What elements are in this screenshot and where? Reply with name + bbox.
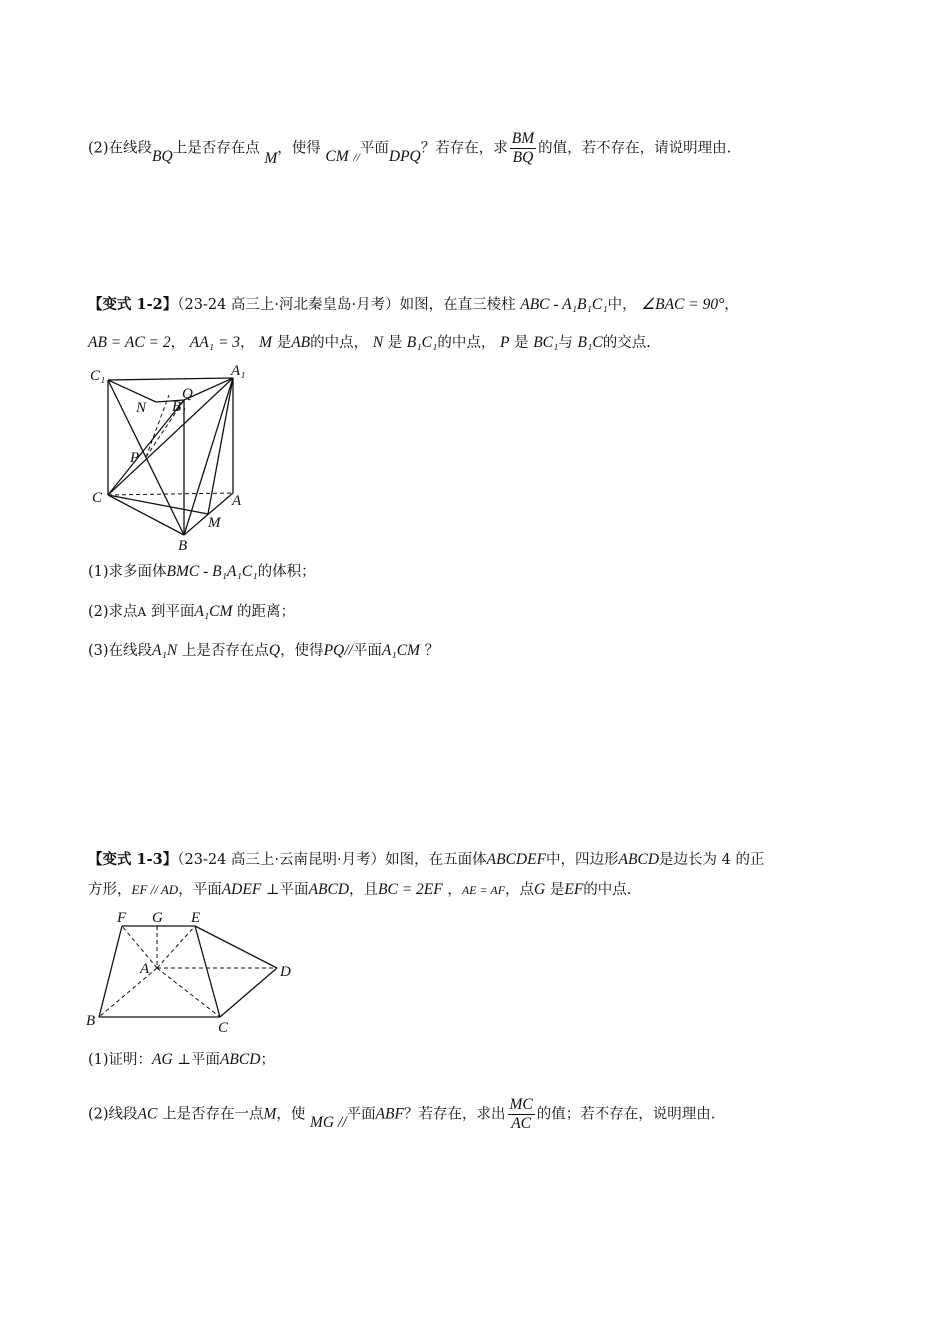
text: (1)求多面体 bbox=[88, 564, 167, 580]
label-p: P bbox=[130, 450, 140, 466]
text: 中， bbox=[607, 297, 637, 313]
text: 到平面 bbox=[150, 604, 195, 620]
text: ？若存在，求 bbox=[420, 140, 508, 157]
math-polyhedron: BMC - B₁A₁C₁ bbox=[166, 563, 258, 580]
text: ， bbox=[724, 297, 739, 313]
label-c: C bbox=[218, 1020, 229, 1035]
text: ，点 bbox=[505, 882, 535, 898]
label-e: E bbox=[191, 910, 201, 926]
math-a: A bbox=[137, 605, 147, 619]
math-prism: ABC - A₁B₁C₁ bbox=[520, 296, 608, 313]
math-abcd: ABCD bbox=[219, 1051, 261, 1068]
text: 的交点. bbox=[602, 335, 651, 351]
label-a: A bbox=[140, 961, 150, 977]
math-cm: CM bbox=[325, 147, 349, 165]
math-ef: EF bbox=[564, 881, 584, 898]
variant-1-3-part-2 bbox=[88, 1096, 715, 1133]
math-m: M bbox=[259, 334, 273, 351]
text: ， bbox=[170, 335, 186, 351]
pentahedron-figure bbox=[84, 905, 299, 1035]
text: ？若存在，求出 bbox=[404, 1106, 506, 1123]
parallel-sign: // bbox=[353, 149, 360, 164]
text: 的体积； bbox=[257, 564, 316, 580]
text: (3)在线段 bbox=[88, 643, 153, 659]
text: (1)证明： bbox=[88, 1052, 153, 1068]
text: 的中点， bbox=[437, 335, 496, 351]
math-aa1: AA₁ = 3 bbox=[189, 334, 241, 351]
text: 上是否存在点 bbox=[181, 643, 269, 659]
label-d: D bbox=[280, 964, 291, 980]
math-bc-2ef: BC = 2EF bbox=[378, 881, 443, 898]
text: ⊥平面 bbox=[265, 882, 309, 898]
text: ，平面 bbox=[178, 882, 222, 898]
math-b1c1: B₁C₁ bbox=[406, 334, 438, 351]
math-ef-ad: EF // AD bbox=[131, 882, 179, 897]
variant-1-2-heading bbox=[88, 295, 739, 315]
text: 平面 bbox=[352, 643, 382, 659]
math-square: ABCD bbox=[618, 851, 660, 868]
text: 的中点. bbox=[583, 882, 632, 898]
math-angle: ∠BAC = 90° bbox=[641, 296, 725, 313]
math-ab-ac: AB = AC = 2 bbox=[88, 334, 171, 351]
text: (2)线段 bbox=[88, 1106, 138, 1123]
text: ； bbox=[260, 1052, 275, 1068]
math-m: M bbox=[264, 149, 278, 167]
text: 的距离； bbox=[237, 604, 296, 620]
text: ，使得 bbox=[277, 140, 321, 157]
label-b1: B₁ bbox=[172, 399, 187, 415]
text: 是边长为 4 的正 bbox=[659, 852, 765, 868]
text: 是 bbox=[276, 335, 292, 351]
math-plane: A₁CM bbox=[381, 642, 420, 659]
variant-1-3-heading bbox=[88, 850, 764, 870]
text: ， bbox=[447, 882, 462, 898]
label-c1: C₁ bbox=[90, 368, 106, 384]
math-m: M bbox=[263, 1105, 277, 1123]
text: （23-24 高三上·河北秦皇岛·月考）如图，在直三棱柱 bbox=[177, 297, 516, 313]
math-ac: AC bbox=[137, 1105, 158, 1123]
variant-tag: 【变式 1-3】 bbox=[88, 851, 178, 868]
math-p: P bbox=[500, 334, 510, 351]
text: 平面 bbox=[346, 1106, 376, 1123]
text: 的值，若不存在，请说明理由. bbox=[538, 140, 732, 157]
variant-1-3-conditions bbox=[88, 880, 631, 900]
math-adef: ADEF bbox=[221, 881, 262, 898]
problem-part-2 bbox=[88, 130, 731, 167]
math-abcd: ABCD bbox=[308, 881, 350, 898]
math-plane: A₁CM bbox=[194, 603, 233, 620]
label-n: N bbox=[136, 400, 147, 416]
text: 的值；若不存在，说明理由. bbox=[536, 1106, 716, 1123]
math-b1c: B₁C bbox=[577, 334, 603, 351]
text: 上是否存在一点 bbox=[161, 1106, 264, 1123]
label-b: B bbox=[86, 1013, 96, 1029]
text: 是 bbox=[549, 882, 565, 898]
variant-tag: 【变式 1-2】 bbox=[88, 296, 178, 313]
math-ab: AB bbox=[291, 334, 311, 351]
variant-1-2-part-3 bbox=[88, 641, 439, 661]
text: 中，四边形 bbox=[546, 852, 619, 868]
text: (2)在线段 bbox=[88, 140, 153, 157]
label-f: F bbox=[117, 910, 127, 926]
math-q: Q bbox=[268, 642, 281, 659]
numerator: BM bbox=[511, 130, 535, 147]
label-a: A bbox=[232, 493, 242, 509]
text: ， bbox=[240, 335, 255, 351]
label-c: C bbox=[92, 490, 103, 506]
math-n: N bbox=[372, 334, 384, 351]
prism-figure bbox=[86, 360, 256, 555]
math-ae-af: AE = AF bbox=[461, 883, 506, 897]
math-mg: MG // bbox=[310, 1113, 347, 1131]
numerator: MC bbox=[509, 1096, 533, 1113]
fraction-mc-ac bbox=[508, 1096, 535, 1133]
math-g: G bbox=[534, 881, 546, 898]
math-bc1: BC₁ bbox=[533, 334, 559, 351]
text: (2)求点 bbox=[88, 604, 138, 620]
text: ，且 bbox=[349, 882, 379, 898]
text: ？ bbox=[424, 643, 440, 659]
fraction-bm-bq bbox=[510, 130, 536, 167]
math-abf: ABF bbox=[375, 1105, 404, 1123]
text: ，使 bbox=[276, 1106, 306, 1123]
text: ，使得 bbox=[280, 643, 324, 659]
math-bq: BQ bbox=[152, 147, 173, 165]
label-b: B bbox=[178, 538, 188, 554]
label-g: G bbox=[152, 910, 163, 926]
variant-1-2-conditions bbox=[88, 333, 651, 353]
text: 是 bbox=[387, 335, 403, 351]
text: （23-24 高三上·云南昆明·月考）如图，在五面体 bbox=[177, 852, 487, 868]
label-q: Q bbox=[182, 386, 193, 402]
math-polyhedron: ABCDEF bbox=[486, 851, 547, 868]
text: ⊥平面 bbox=[177, 1052, 220, 1068]
math-ag: AG bbox=[152, 1051, 173, 1068]
variant-1-2-part-2 bbox=[88, 602, 295, 622]
math-dpq: DPQ bbox=[388, 147, 421, 165]
denominator: BQ bbox=[512, 149, 534, 166]
math-pq: PQ// bbox=[323, 642, 353, 659]
denominator: AC bbox=[511, 1115, 532, 1132]
text: 的中点， bbox=[310, 335, 369, 351]
text: 方形， bbox=[88, 882, 132, 898]
variant-1-2-part-1 bbox=[88, 562, 316, 582]
label-a1: A₁ bbox=[231, 363, 246, 379]
text: 与 bbox=[558, 335, 573, 351]
text: 是 bbox=[514, 335, 529, 351]
math-a1n: A₁N bbox=[152, 642, 178, 659]
variant-1-3-part-1 bbox=[88, 1050, 275, 1070]
label-m: M bbox=[208, 515, 221, 531]
text: 平面 bbox=[359, 140, 389, 157]
text: 上是否存在点 bbox=[172, 140, 260, 157]
